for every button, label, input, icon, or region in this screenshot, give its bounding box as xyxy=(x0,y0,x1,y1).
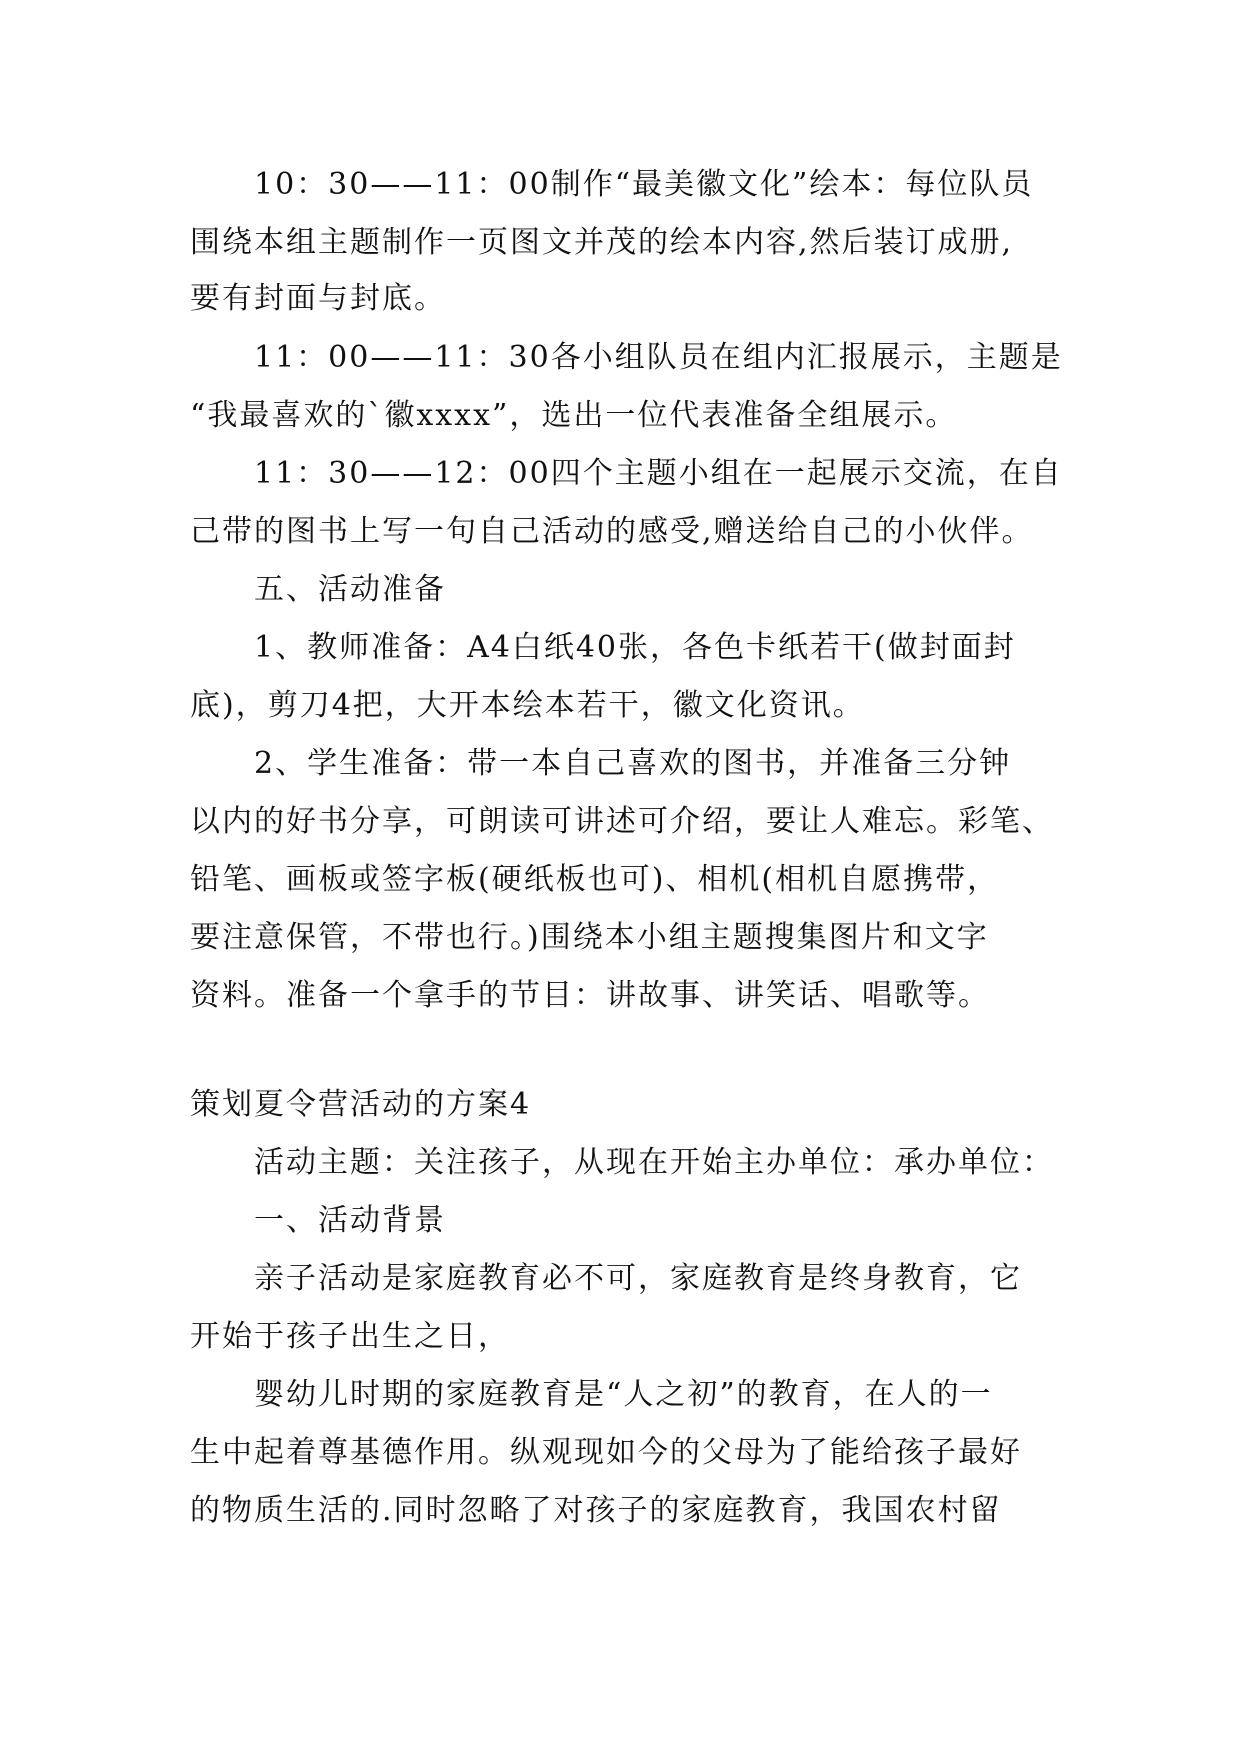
section-heading: 一、活动背景 xyxy=(254,1203,446,1238)
paragraph-line: “我最喜欢的`徽xxxx”，选出一位代表准备全组展示。 xyxy=(190,398,958,433)
paragraph-line: 11：00——11：30各小组队员在组内汇报展示，主题是 xyxy=(254,340,1063,375)
paragraph-line: 生中起着尊基德作用。纵观现如今的父母为了能给孩子最好 xyxy=(190,1435,1022,1470)
paragraph-line: 1、教师准备：A4白纸40张，各色卡纸若干(做封面封 xyxy=(254,630,1016,665)
paragraph-line: 10：30——11：00制作“最美徽文化”绘本：每位队员 xyxy=(254,167,1034,202)
paragraph-line: 底)，剪刀4把，大开本绘本若干，徽文化资讯。 xyxy=(190,688,865,723)
paragraph-line: 开始于孩子出生之日， xyxy=(190,1319,510,1354)
paragraph-line: 的物质生活的.同时忽略了对孩子的家庭教育，我国农村留 xyxy=(190,1493,1002,1528)
paragraph-line: 婴幼儿时期的家庭教育是“人之初”的教育，在人的一 xyxy=(254,1377,993,1412)
paragraph-line: 活动主题：关注孩子，从现在开始主办单位：承办单位： xyxy=(254,1145,1054,1180)
paragraph-line: 资料。准备一个拿手的节目：讲故事、讲笑话、唱歌等。 xyxy=(190,978,990,1013)
paragraph-line: 围绕本组主题制作一页图文并茂的绘本内容,然后装订成册, xyxy=(190,225,1014,260)
paragraph-line: 以内的好书分享，可朗读可讲述可介绍，要让人难忘。彩笔、 xyxy=(190,804,1054,839)
paragraph-line: 11：30——12：00四个主题小组在一起展示交流，在自 xyxy=(254,456,1063,491)
paragraph-line: 亲子活动是家庭教育必不可，家庭教育是终身教育，它 xyxy=(254,1261,1022,1296)
paragraph-line: 2、学生准备：带一本自己喜欢的图书，并准备三分钟 xyxy=(254,746,1012,781)
paragraph-line: 要注意保管，不带也行。)围绕本小组主题搜集图片和文字 xyxy=(190,920,989,955)
paragraph-line: 己带的图书上写一句自己活动的感受,赠送给自己的小伙伴。 xyxy=(190,514,1034,549)
document-title: 策划夏令营活动的方案4 xyxy=(190,1087,532,1122)
section-heading: 五、活动准备 xyxy=(254,572,446,607)
paragraph-line: 铅笔、画板或签字板(硬纸板也可)、相机(相机自愿携带， xyxy=(190,862,1000,897)
paragraph-line: 要有封面与封底。 xyxy=(190,281,446,316)
